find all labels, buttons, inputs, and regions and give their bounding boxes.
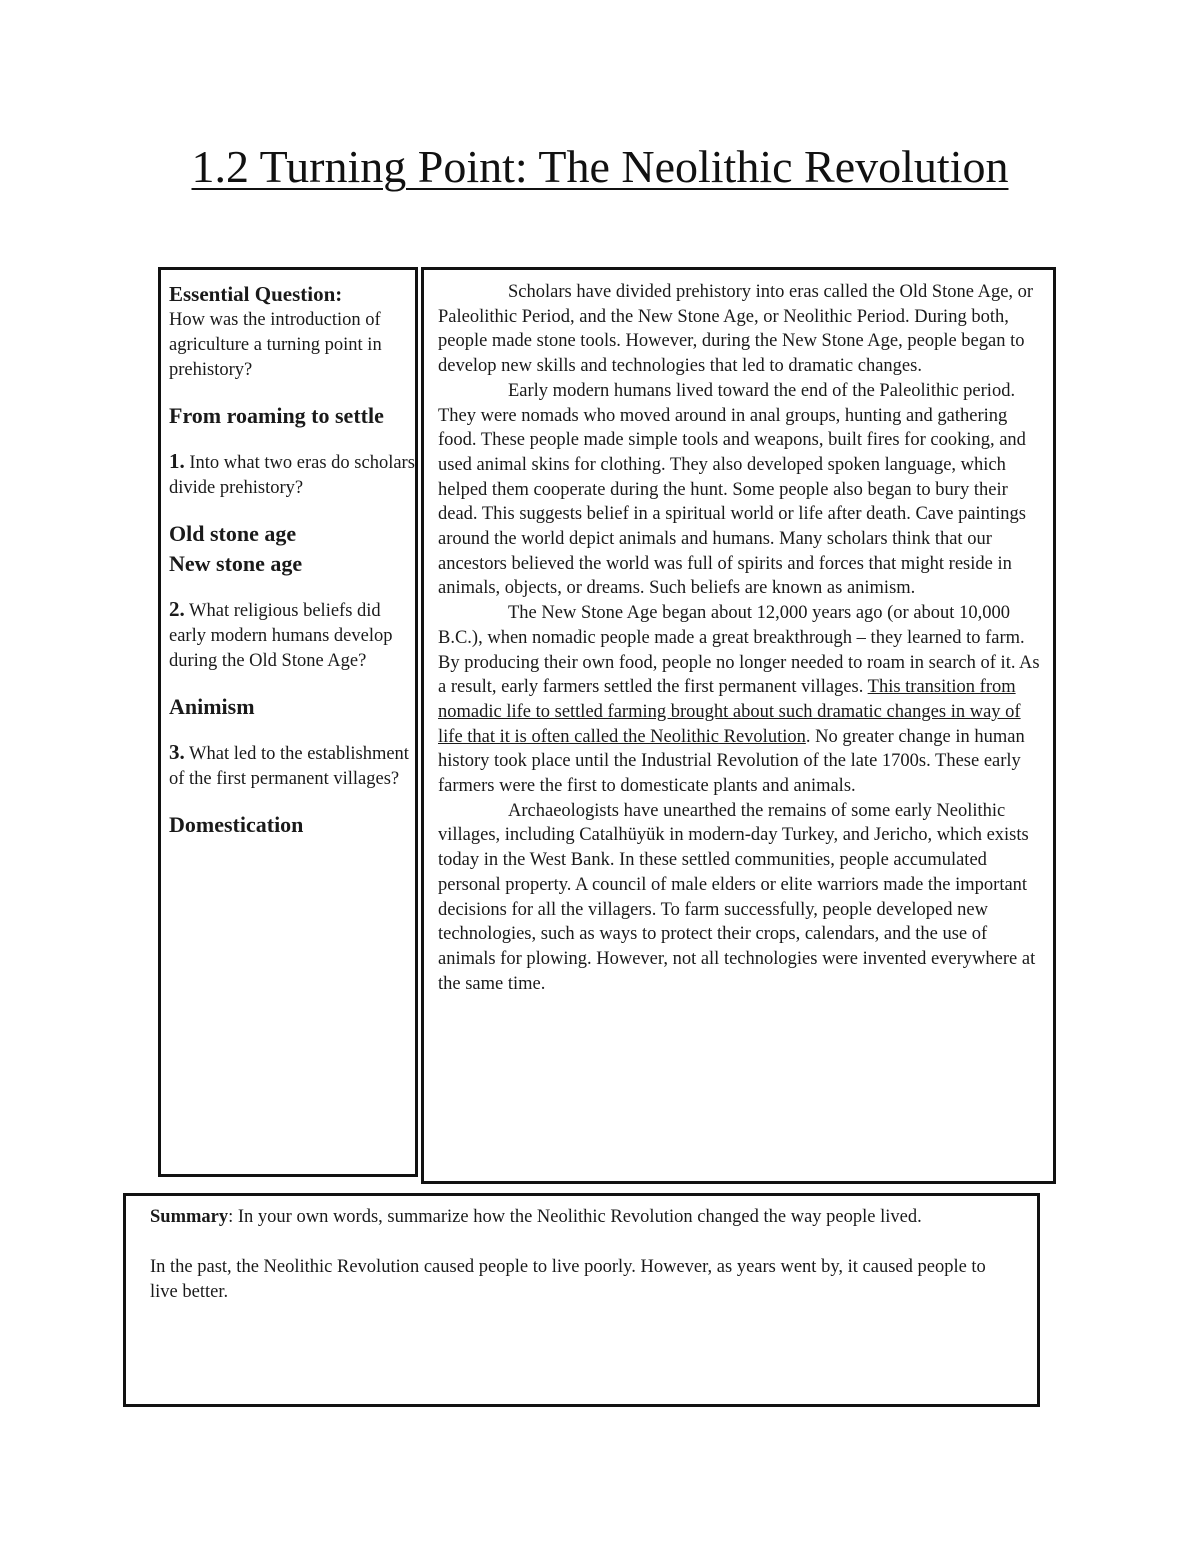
answer-1-line-2: New stone age <box>169 551 303 576</box>
summary-answer[interactable]: In the past, the Neolithic Revolution caused people to live poorly. However, as years went by, it caused people to live better. <box>150 1257 986 1302</box>
passage-paragraph-4: Archaeologists have unearthed the remains of some early Neolithic villages, including Catalhüyük in modern-day Turkey, and Jericho, which exists today in the West Bank. In these settled communities, people accumulated personal property. A council of male elders or elite warriors made the important decisions for all the villagers. To farm successfully, people developed new technologies, such as ways to protect their crops, calendars, and the use of animals for plowing. However, not all technologies were invented everywhere at the same time. <box>438 800 1036 994</box>
passage-paragraph-3: The New Stone Age began about 12,000 years ago (or about 10,000 B.C.), when nomadic people made a great breakthrough – they learned to farm. By producing their own food, people no longer needed to roam in search of it. As a result, early farmers settled the first permanent villages. This transition from nomadic life to settled farming brought about such dramatic changes in way of life that it is often called the Neolithic Revolution. No greater change in human history took place until the Industrial Revolution of the late 1700s. These early farmers were the first to domesticate plants and animals. <box>438 603 1040 797</box>
essential-question <box>169 280 415 383</box>
section-answer: From roaming to settle <box>169 403 384 428</box>
essential-question-label: Essential Question: <box>169 282 343 306</box>
question-2: 2. What religious beliefs did early modern humans develop during the Old Stone Age? <box>169 597 393 671</box>
answer-1-line-1: Old stone age <box>169 521 297 546</box>
reading-passage <box>421 267 1056 1184</box>
summary-prompt: Summary: In your own words, summarize how the Neolithic Revolution changed the way people lived. <box>150 1207 922 1227</box>
answer-3: Domestication <box>169 812 304 837</box>
underlined-passage: This transition from nomadic life to settled farming brought about such dramatic changes in way of life that it is often called the Neolithic Revolution <box>438 677 1021 747</box>
question-3: 3. What led to the establishment of the first permanent villages? <box>169 740 409 789</box>
guided-questions-column <box>158 267 418 1177</box>
passage-paragraph-2: Early modern humans lived toward the end of the Paleolithic period. They were nomads who moved around in anal groups, hunting and gathering food. These people made simple tools and weapons, built fires for cooking, and used animal skins for clothing. They also developed spoken language, which helped them cooperate during the hunt. Some people also began to bury their dead. This suggests belief in a spiritual world or life after death. Cave paintings around the world depict animals and humans. Many scholars think that our ancestors believed the world was full of spirits and forces that might reside in animals, objects, or dreams. Such beliefs are known as animism. <box>438 380 1026 599</box>
page-title: 1.2 Turning Point: The Neolithic Revolution <box>191 141 1009 192</box>
question-1: 1. Into what two eras do scholars divide prehistory? <box>169 449 415 498</box>
answer-2: Animism <box>169 694 255 719</box>
summary-label: Summary <box>150 1207 229 1227</box>
summary-box <box>123 1193 1040 1407</box>
passage-paragraph-1: Scholars have divided prehistory into eras called the Old Stone Age, or Paleolithic Period, and the New Stone Age, or Neolithic Period. During both, people made stone tools. However, during the New Stone Age, people began to develop new skills and technologies that led to dramatic changes. <box>438 282 1034 377</box>
essential-question-text: How was the introduction of agriculture a turning point in prehistory? <box>169 310 382 380</box>
